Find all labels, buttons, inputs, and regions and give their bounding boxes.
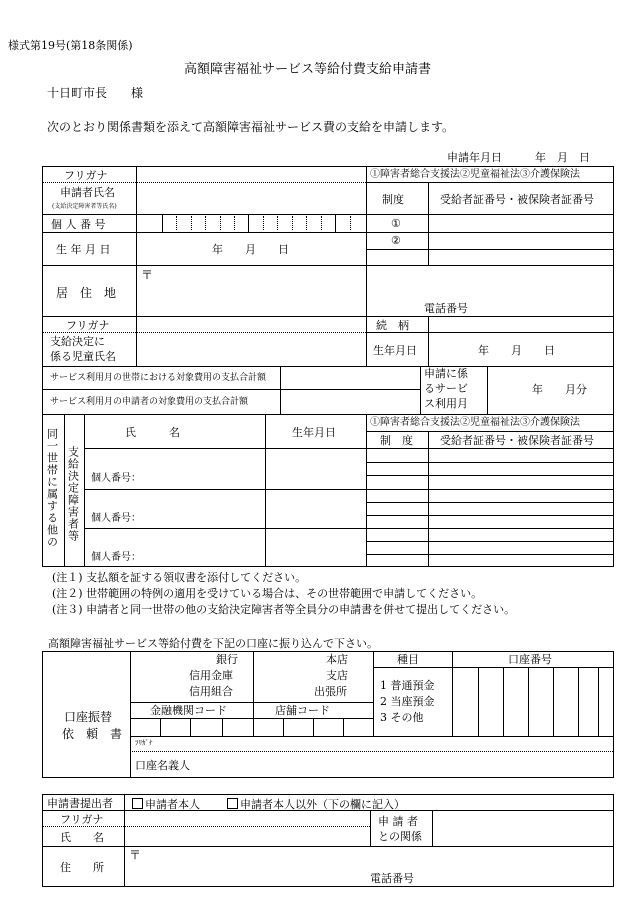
bank-label-1: 口座振替 [64,710,113,724]
submitter-name-label: 氏 名 [60,831,104,844]
applicant-furigana-label: フリガナ [64,169,108,182]
account-kind-2: 2 当座預金 [380,695,435,708]
child-furigana-label: フリガナ [66,319,110,332]
account-kind-header: 種目 [397,653,419,666]
child-name-label-1: 支給決定に [50,335,105,348]
applicant-cost-label: サービス利用月の申請者の対象費用の支払合計額 [50,397,249,407]
branch-type-2: 支店 [326,669,348,682]
branch-type-3: 出張所 [314,685,347,698]
member-3-personal-number: 個人番号： [91,552,141,563]
submitter-option-other[interactable] [227,798,405,810]
postal-mark: 〒 [141,268,154,282]
cert-number-header: 受給者証番号・被保険者証番号 [440,193,594,206]
bank-type-2: 信用金庫 [189,669,233,682]
service-month-label-2: るサービ [424,382,468,395]
submitter-option-self-label: 申請者本人 [145,798,200,811]
household-cost-label: サービス利用月の世帯における対象費用の支払合計額 [50,373,267,383]
service-month-label-1: 申請に係 [424,367,468,380]
bank-code-label: 金融機関コード [150,704,227,717]
checkbox-self[interactable] [132,798,143,809]
note-3: (注３) 申請者と同一世帯の他の支給決定障害者等全員分の申請書を併せて提出してください。 [52,603,516,616]
birth-date-ymd: 年 月 日 [212,243,289,256]
submitter-label: 申請書提出者 [47,797,113,810]
branch-code-label: 店舗コード [275,704,330,717]
system-row-1: ① [391,217,401,230]
note-2: (注２) 世帯範囲の特例の適用を受けている場合は、その世帯範囲で申請してください。 [52,587,483,600]
address-label: 居 住 地 [56,286,117,300]
service-month-ym: 年 月分 [532,383,587,396]
submitter-phone-label: 電話番号 [370,872,414,885]
submitter-postal-mark: 〒 [129,848,142,862]
household-side-label-b: 支給決定障害者等 [66,446,80,542]
addressee: 十日町市長 様 [47,86,144,100]
member-law-line: ①障害者総合支援法②児童福祉法③介護保険法 [370,417,580,428]
account-kind-3: 3 その他 [380,711,424,724]
member-birth-header: 生年月日 [292,426,336,439]
form-number: 様式第19号(第18条関係) [8,39,133,52]
account-holder-label: 口座名義人 [135,759,190,772]
birth-date-label: 生 年 月 日 [56,243,111,256]
submitter-address-label: 住 所 [60,861,104,874]
system-row-2: ② [391,234,401,247]
member-cert-header: 受給者証番号・被保険者証番号 [440,434,594,447]
child-birth-ymd: 年 月 日 [478,344,555,357]
page-title: 高額障害福祉サービス等給付費支給申請書 [184,62,432,77]
account-kind-1: 1 普通預金 [380,679,435,692]
bank-type-1: 銀行 [216,653,238,666]
child-birth-label: 生年月日 [373,344,417,357]
note-1: (注１) 支払額を証する領収書を添付してください。 [52,571,307,584]
submitter-option-self[interactable] [132,798,200,810]
bank-type-3: 信用組合 [189,685,233,698]
bank-heading: 高額障害福祉サービス等給付費を下記の口座に振り込んで下さい。 [48,637,378,650]
submitter-relation-label-2: との関係 [378,830,422,843]
intro-text: 次のとおり関係書類を添えて高額障害福祉サービス費の支給を申請します。 [47,120,455,134]
holder-furigana-label: ﾌﾘｶﾞﾅ [135,739,153,747]
application-date: 申請年月日 年 月 日 [447,151,590,164]
personal-number-label: 個 人 番 号 [51,218,106,231]
checkbox-other[interactable] [227,798,238,809]
submitter-relation-label-1: 申 請 者 [378,815,418,828]
submitter-furigana-label: フリガナ [60,813,104,826]
member-2-personal-number: 個人番号： [91,513,141,524]
service-month-label-3: ス利用月 [424,397,468,410]
member-name-header: 氏 名 [125,426,180,439]
household-side-label-a: 同一世帯に属する他の [45,428,59,548]
member-system-header: 制 度 [380,434,413,447]
law-line: ①障害者総合支援法②児童福祉法③介護保険法 [370,169,580,180]
applicant-name-note: (支給決定障害者等氏名) [52,203,117,210]
member-1-personal-number: 個人番号： [91,473,141,484]
branch-type-1: 本店 [326,653,348,666]
account-number-header: 口座番号 [508,653,552,666]
applicant-name-label: 申請者氏名 [60,186,115,199]
bank-label-2: 依 頼 書 [62,727,123,741]
child-relation-label: 続 柄 [376,319,409,332]
phone-label: 電話番号 [424,302,468,315]
system-header: 制度 [382,193,404,206]
submitter-option-other-label: 申請者本人以外（下の欄に記入） [240,798,405,811]
child-name-label-2: 係る児童氏名 [50,350,116,363]
